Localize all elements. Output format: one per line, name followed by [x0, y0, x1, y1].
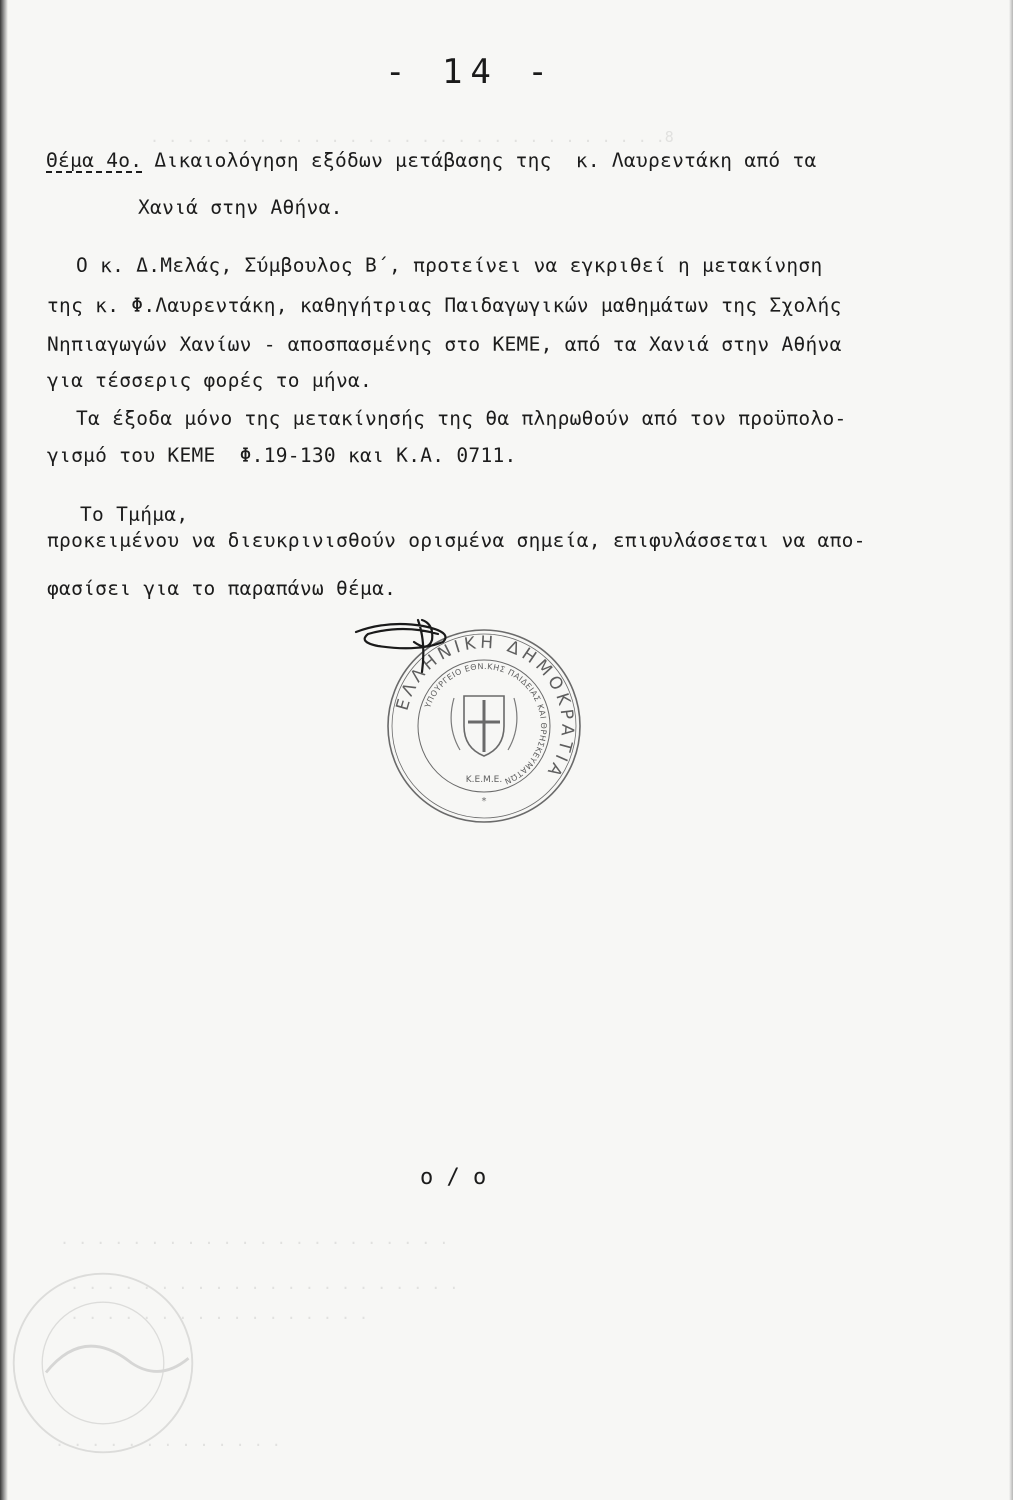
bleed-through-text: . . . . . . . . . . . . .: [55, 1432, 281, 1450]
paragraph2-line1: Τα έξοδα μόνο της μετακίνησής της θα πληρωθούν από τον προϋπολο-: [76, 407, 847, 430]
paragraph3-line2: φασίσει για το παραπάνω θέμα.: [47, 577, 397, 600]
scan-right-edge: [1009, 0, 1013, 1500]
paragraph1-line1: Ο κ. Δ.Μελάς, Σύμβουλος Β΄, προτείνει να εγκριθεί η μετακίνηση: [76, 254, 823, 277]
bleed-through-text: . . . . . . . . . . . . . . . . .: [70, 1305, 369, 1323]
paragraph1-line4: για τέσσερις φορές το μήνα.: [47, 369, 373, 392]
bleed-through-text: . . . . . . . . . . . . . . . . . . . . . .: [60, 1230, 449, 1248]
signature-icon: [348, 612, 488, 702]
stamp-outer-text: ΕΛΛΗΝΙΚΗ ΔΗΜΟΚΡΑΤΙΑ: [392, 632, 578, 784]
section-heading: Το Τμήμα,: [80, 503, 189, 526]
subject-label: Θέμα 4ο.: [46, 149, 143, 172]
paragraph1-line2: της κ. Φ.Λαυρεντάκη, καθηγήτριας Παιδαγωγικών μαθημάτων της Σχολής: [47, 294, 842, 317]
subject-title-line2: Χανιά στην Αθήνα.: [138, 196, 343, 219]
svg-text:*: *: [480, 796, 488, 807]
stamp-bottom-text: Κ.Ε.Μ.Ε.: [465, 775, 503, 785]
paragraph1-line3: Νηπιαγωγών Χανίων - αποσπασμένης στο ΚΕΜΕ, από τα Χανιά στην Αθήνα: [47, 333, 842, 356]
bleed-through-text: 8. . . . . . . . . . . . . . . . . . . . . . . . . . . . .: [150, 128, 674, 146]
page-number: - 14 -: [385, 52, 556, 92]
paragraph2-line2: γισμό του ΚΕΜΕ Φ.19-130 και Κ.Α. 0711.: [47, 444, 517, 467]
paragraph3-line1: προκειμένου να διευκρινισθούν ορισμένα σημεία, επιφυλάσσεται να απο-: [47, 529, 866, 552]
subject-title-line1: Δικαιολόγηση εξόδων μετάβασης της κ. Λαυρεντάκη από τα: [154, 149, 817, 172]
bleed-through-seal-icon: [8, 1268, 198, 1458]
end-mark: o / o: [420, 1165, 487, 1190]
scan-left-edge: [0, 0, 8, 1500]
stamp-inner-text: ΥΠΟΥΡΓΕΙΟ ΕΘΝ.ΚΗΣ ΠΑΙΔΕΙΑΣ ΚΑΙ ΘΡΗΣΚΕΥΜΑΤΩΝ: [423, 661, 549, 787]
subject-heading: [46, 151, 817, 171]
bleed-through-text: . . . . . . . . . . . . . . . . . . . . . .: [70, 1275, 459, 1293]
